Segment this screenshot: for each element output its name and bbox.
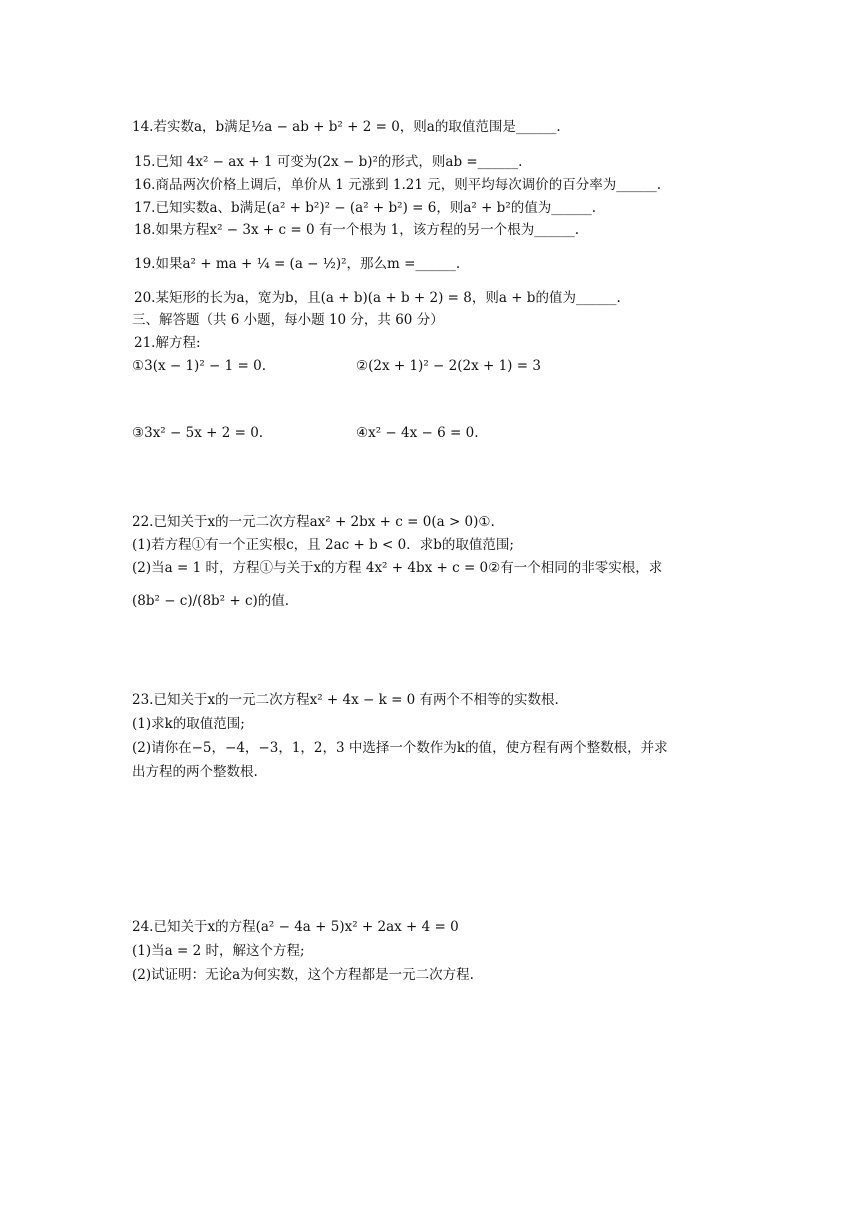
question-14: 14.若实数a，b满足½a − ab + b² + 2 = 0，则a的取值范围是______.	[132, 119, 561, 135]
question-24-part-1: (1)当a = 2 时，解这个方程;	[132, 943, 305, 959]
question-20: 20.某矩形的长为a，宽为b，且(a + b)(a + b + 2) = 8，则a + b的值为______.	[134, 290, 621, 306]
question-22-part-1: (1)若方程①有一个正实根c，且 2ac + b < 0．求b的取值范围;	[132, 537, 514, 553]
question-23-part-3: 出方程的两个整数根.	[132, 764, 258, 780]
question-24-part-2: (2)试证明：无论a为何实数，这个方程都是一元二次方程.	[132, 967, 474, 983]
question-21-stem: 21.解方程:	[134, 335, 201, 351]
question-17: 17.已知实数a、b满足(a² + b²)² − (a² + b²) = 6，则a² + b²的值为______.	[134, 200, 597, 216]
question-21-part-2: ②(2x + 1)² − 2(2x + 1) = 3	[356, 358, 541, 374]
question-23-stem: 23.已知关于x的一元二次方程x² + 4x − k = 0 有两个不相等的实数根.	[132, 692, 559, 708]
question-24-stem: 24.已知关于x的方程(a² − 4a + 5)x² + 2ax + 4 = 0	[132, 919, 459, 935]
question-22-part-2-fraction: (8b² − c)/(8b² + c)的值.	[132, 593, 290, 609]
question-21-part-4: ④x² − 4x − 6 = 0.	[356, 425, 479, 441]
question-16: 16.商品两次价格上调后，单价从 1 元涨到 1.21 元，则平均每次调价的百分率为______.	[134, 177, 662, 193]
question-23-part-1: (1)求k的取值范围;	[132, 716, 245, 732]
question-15: 15.已知 4x² − ax + 1 可变为(2x − b)²的形式，则ab =______.	[134, 154, 523, 170]
question-21-part-1: ①3(x − 1)² − 1 = 0.	[132, 358, 266, 374]
question-22-stem: 22.已知关于x的一元二次方程ax² + 2bx + c = 0(a > 0)①.	[132, 514, 495, 530]
section-3-title: 三、解答题（共 6 小题，每小题 10 分，共 60 分）	[132, 312, 444, 328]
question-22-part-2: (2)当a = 1 时，方程①与关于x的方程 4x² + 4bx + c = 0②有一个相同的非零实根，求	[132, 560, 663, 576]
question-18: 18.如果方程x² − 3x + c = 0 有一个根为 1，该方程的另一个根为______.	[134, 222, 579, 238]
question-21-part-3: ③3x² − 5x + 2 = 0.	[132, 425, 264, 441]
question-23-part-2: (2)请你在−5，−4，−3，1，2，3 中选择一个数作为k的值，使方程有两个整数根，并求	[132, 740, 668, 756]
question-19: 19.如果a² + ma + ¼ = (a − ½)²，那么m =______.	[134, 256, 461, 272]
